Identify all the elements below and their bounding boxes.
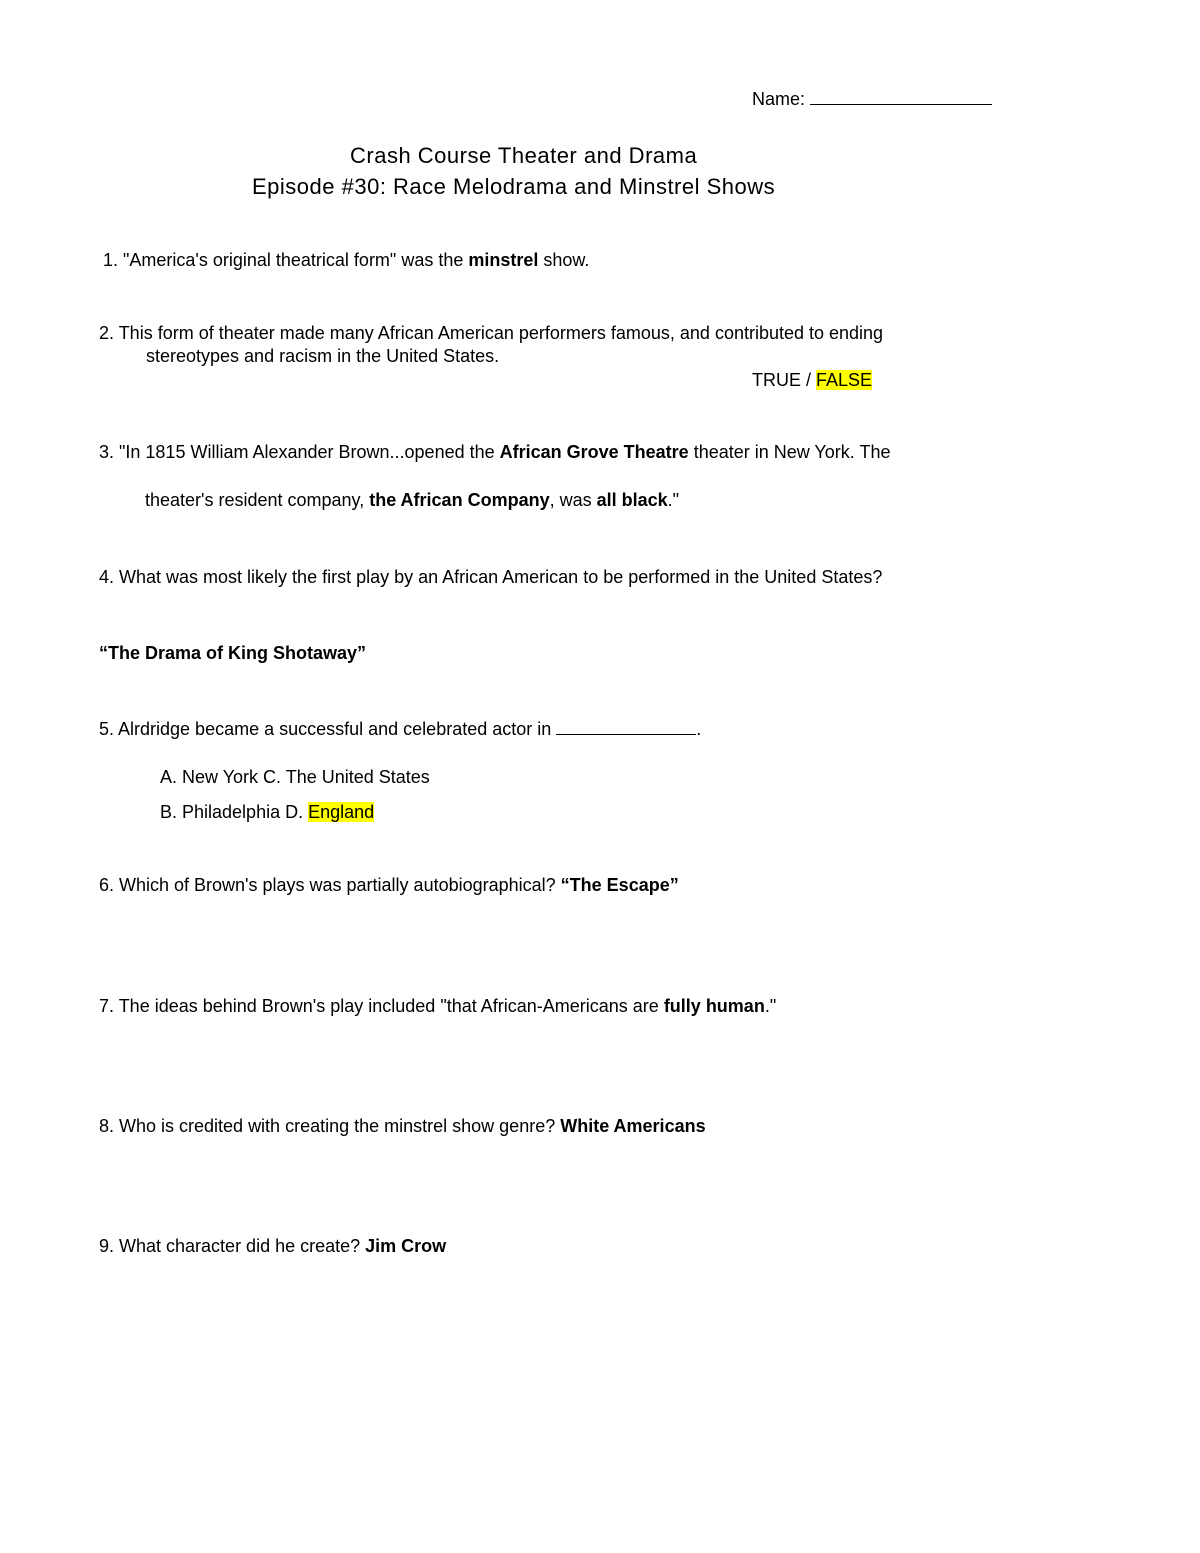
question-1-text: 1. "America's original theatrical form" was the <box>103 250 469 270</box>
question-5-option-b: B. Philadelphia D. <box>160 802 309 822</box>
question-2-true-false <box>752 369 872 391</box>
question-7 <box>99 995 776 1017</box>
question-3-line2-text: theater's resident company, <box>145 490 370 510</box>
question-2-line1: 2. This form of theater made many African American performers famous, and contributed to ending <box>99 323 884 343</box>
question-5-blank-line[interactable] <box>556 718 696 735</box>
question-3-line2-end: ." <box>667 490 680 510</box>
question-8 <box>99 1115 706 1137</box>
name-field <box>752 88 992 110</box>
question-6-answer: “The Escape” <box>560 875 679 895</box>
question-5 <box>99 718 701 740</box>
question-8-answer: White Americans <box>560 1116 706 1136</box>
question-5-options-row1: A. New York C. The United States <box>160 767 430 787</box>
false-option-highlighted: FALSE <box>816 370 873 390</box>
question-6 <box>99 874 679 896</box>
question-5-period: . <box>696 719 702 739</box>
question-3-answer-company: the African Company <box>369 490 550 510</box>
question-3-answer-black: all black <box>596 490 668 510</box>
question-9-text: 9. What character did he create? <box>99 1236 366 1256</box>
question-5-text: 5. Alrdridge became a successful and celebrated actor in <box>99 719 557 739</box>
name-label: Name: <box>752 89 806 109</box>
question-7-text: 7. The ideas behind Brown's play included "that African-Americans are <box>99 996 664 1016</box>
question-1-suffix: show. <box>538 250 590 270</box>
question-9 <box>99 1235 446 1257</box>
question-8-text: 8. Who is credited with creating the minstrel show genre? <box>99 1116 561 1136</box>
question-1 <box>103 249 589 271</box>
question-3-line2 <box>145 489 679 511</box>
page-subtitle: Episode #30: Race Melodrama and Minstrel Shows <box>252 174 776 199</box>
name-blank-line[interactable] <box>810 88 992 105</box>
question-2-line2: stereotypes and racism in the United States. <box>146 346 500 366</box>
question-9-answer: Jim Crow <box>365 1236 447 1256</box>
question-4-answer <box>99 642 366 664</box>
question-3-line1 <box>99 441 890 463</box>
question-5-options-row2 <box>160 801 374 823</box>
question-3-text: 3. "In 1815 William Alexander Brown...opened the <box>99 442 500 462</box>
question-3-answer-theatre: African Grove Theatre <box>499 442 689 462</box>
true-option: TRUE / <box>752 370 817 390</box>
question-7-answer: fully human <box>663 996 765 1016</box>
question-1-answer: minstrel <box>468 250 539 270</box>
question-4: 4. What was most likely the first play by an African American to be performed in the United States? <box>99 567 883 587</box>
question-5-answer-highlighted: England <box>308 802 375 822</box>
page-title: Crash Course Theater and Drama <box>350 143 698 168</box>
question-6-text: 6. Which of Brown's plays was partially autobiographical? <box>99 875 561 895</box>
question-4-answer-text: “The Drama of King Shotaway” <box>99 643 367 663</box>
question-3-line2-mid: , was <box>549 490 597 510</box>
question-7-suffix: ." <box>764 996 777 1016</box>
question-3-text-end: theater in New York. The <box>688 442 891 462</box>
